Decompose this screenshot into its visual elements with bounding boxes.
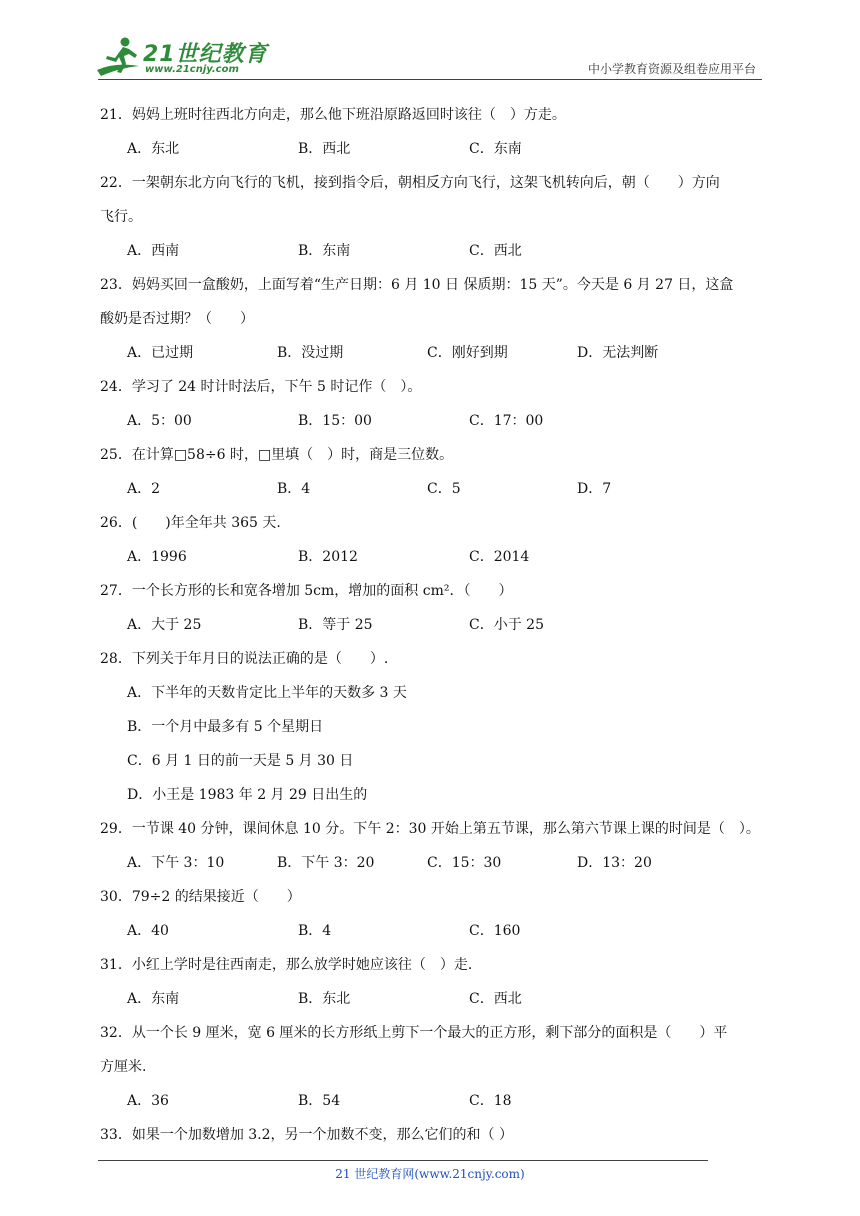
question-item: [100, 166, 764, 268]
answer-option[interactable]: C．18: [469, 1093, 512, 1109]
answer-option[interactable]: B．等于 25: [298, 617, 373, 633]
answer-option[interactable]: D．无法判断: [577, 345, 659, 361]
answer-option[interactable]: C．西北: [469, 243, 522, 259]
options-row: [100, 404, 764, 438]
answer-option[interactable]: B．15：00: [298, 413, 372, 429]
question-item: [100, 506, 764, 574]
question-stem: 酸奶是否过期？（ ）: [100, 311, 254, 327]
question-stem: 32．从一个长 9 厘米，宽 6 厘米的长方形纸上剪下一个最大的正方形，剩下部分的面积是（ ）平: [100, 1025, 728, 1041]
answer-option[interactable]: B．下午 3：20: [277, 855, 375, 871]
options-row: [100, 846, 764, 880]
question-item: [100, 880, 764, 948]
header-divider: [98, 79, 762, 80]
question-stem: 30．79÷2 的结果接近（ ）: [100, 889, 301, 905]
question-stem: 25．在计算□58÷6 时，□里填（ ）时，商是三位数。: [100, 447, 454, 463]
answer-option[interactable]: C．5: [427, 481, 461, 497]
question-item: [100, 268, 764, 370]
options-row: [100, 472, 764, 506]
question-stem: 飞行。: [100, 209, 142, 225]
platform-name: 中小学教育资源及组卷应用平台: [587, 62, 756, 76]
answer-option[interactable]: C．6 月 1 日的前一天是 5 月 30 日: [127, 753, 354, 769]
question-item: [100, 1016, 764, 1118]
options-row: [100, 982, 764, 1016]
options-row: [100, 914, 764, 948]
running-figure-icon: [95, 36, 143, 80]
answer-option[interactable]: C．东南: [469, 141, 522, 157]
answer-option[interactable]: D．13：20: [577, 855, 652, 871]
answer-option[interactable]: A．1996: [127, 549, 187, 565]
question-stem: 27．一个长方形的长和宽各增加 5cm，增加的面积 cm²．（ ）: [100, 583, 513, 599]
answer-option[interactable]: B．2012: [298, 549, 358, 565]
answer-option[interactable]: B．4: [298, 923, 332, 939]
site-logo[interactable]: [95, 36, 275, 80]
answer-option[interactable]: A．东北: [127, 141, 180, 157]
question-list: [100, 98, 764, 1152]
answer-option[interactable]: B．东北: [298, 991, 351, 1007]
options-row: [100, 336, 764, 370]
question-stem: 28．下列关于年月日的说法正确的是（ ）.: [100, 651, 389, 667]
question-item: [100, 438, 764, 506]
answer-option[interactable]: C．小于 25: [469, 617, 544, 633]
answer-option[interactable]: C．2014: [469, 549, 530, 565]
question-stem: 31．小红上学时是往西南走，那么放学时她应该往（ ）走.: [100, 957, 473, 973]
question-item: [100, 1118, 764, 1152]
footer-divider: [98, 1160, 708, 1161]
answer-option[interactable]: A．36: [127, 1093, 169, 1109]
answer-option[interactable]: A．西南: [127, 243, 180, 259]
question-stem: 29．一节课 40 分钟，课间休息 10 分。下午 2：30 开始上第五节课，那么第六节课上课的时间是（ ）。: [100, 821, 760, 837]
answer-option[interactable]: A．40: [127, 923, 169, 939]
answer-option[interactable]: B．东南: [298, 243, 351, 259]
answer-option[interactable]: D．7: [577, 481, 612, 497]
question-item: [100, 370, 764, 438]
answer-option[interactable]: B．西北: [298, 141, 351, 157]
answer-option[interactable]: B．没过期: [277, 345, 344, 361]
question-stem: 方厘米.: [100, 1059, 147, 1075]
question-item: [100, 948, 764, 1016]
answer-option[interactable]: D．小王是 1983 年 2 月 29 日出生的: [127, 787, 368, 803]
question-stem: 22．一架朝东北方向飞行的飞机，接到指令后，朝相反方向飞行，这架飞机转向后，朝（ ）方向: [100, 175, 720, 191]
question-item: [100, 98, 764, 166]
answer-option[interactable]: A．东南: [127, 991, 180, 1007]
answer-option[interactable]: C．刚好到期: [427, 345, 508, 361]
options-row: [100, 132, 764, 166]
question-stem: 21．妈妈上班时往西北方向走，那么他下班沿原路返回时该往（ ）方走。: [100, 107, 566, 123]
question-stem: 26．( )年全年共 365 天.: [100, 515, 281, 531]
options-row: [100, 540, 764, 574]
answer-option[interactable]: C．西北: [469, 991, 522, 1007]
answer-option[interactable]: A．大于 25: [127, 617, 202, 633]
answer-option[interactable]: B．一个月中最多有 5 个星期日: [127, 719, 324, 735]
answer-option[interactable]: C．15：30: [427, 855, 502, 871]
question-stem: 33．如果一个加数增加 3.2，另一个加数不变，那么它们的和（ ）: [100, 1127, 513, 1143]
answer-option[interactable]: A．已过期: [127, 345, 194, 361]
question-item: [100, 812, 764, 880]
answer-option[interactable]: B．54: [298, 1093, 341, 1109]
answer-option[interactable]: C．160: [469, 923, 521, 939]
question-item: [100, 642, 764, 812]
logo-text: 21世纪教育: [143, 42, 268, 67]
options-row: [100, 234, 764, 268]
answer-option[interactable]: B．4: [277, 481, 311, 497]
question-stem: 23．妈妈买回一盒酸奶，上面写着“生产日期：6 月 10 日 保质期：15 天”。今天是 6 月 27 日，这盒: [100, 277, 734, 293]
options-row: [100, 1084, 764, 1118]
question-item: [100, 574, 764, 642]
answer-option[interactable]: C．17：00: [469, 413, 544, 429]
answer-option[interactable]: A．2: [127, 481, 161, 497]
answer-option[interactable]: A．5：00: [127, 413, 192, 429]
options-row: [100, 608, 764, 642]
answer-option[interactable]: A．下半年的天数肯定比上半年的天数多 3 天: [127, 685, 407, 701]
logo-url: www.21cnjy.com: [145, 64, 239, 75]
footer-link[interactable]: 21 世纪教育网(www.21cnjy.com): [335, 1167, 525, 1181]
answer-option[interactable]: A．下午 3：10: [127, 855, 225, 871]
question-stem: 24．学习了 24 时计时法后，下午 5 时记作（ ）。: [100, 379, 422, 395]
